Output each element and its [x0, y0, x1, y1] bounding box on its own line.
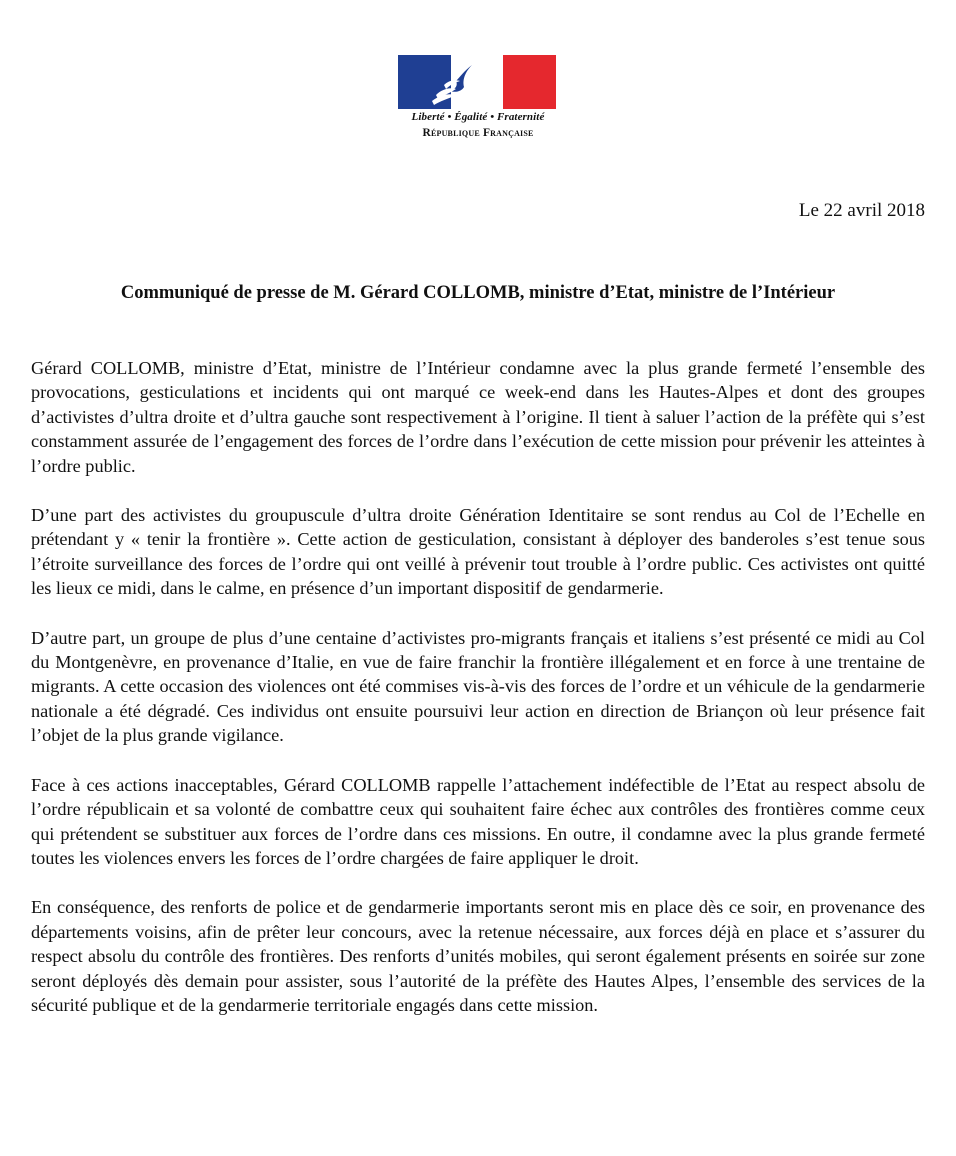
republic-name: République Française — [422, 127, 534, 139]
republic-motto: Liberté • Égalité • Fraternité — [411, 111, 545, 123]
document-date: Le 22 avril 2018 — [798, 200, 925, 221]
paragraph-2: D’une part des activistes du groupuscule d’ultra droite Génération Identitaire se sont rendus au Col de l’Echelle en prétendant y « tenir la frontière ». Cette action de gesticulation, consistant à déployer des banderoles s’est tenue sous l’étroite surveillance des forces de l’ordre qui ont veillé à prévenir tout trouble à l’ordre public. Ces activistes ont quitté les lieux ce midi, dans le calme, en présence d’un important dispositif de gendarmerie. — [31, 505, 925, 599]
paragraph-4: Face à ces actions inacceptables, Gérard COLLOMB rappelle l’attachement indéfectible de l’Etat au respect absolu de l’ordre républicain et sa volonté de combattre ceux qui souhaitent faire échec aux contrôles des frontières comme ceux qui prétendent se substituer aux forces de l’ordre dans ces missions. En outre, il condamne avec la plus grande fermeté toutes les violences envers les forces de l’ordre chargées de faire appliquer le droit. — [31, 774, 925, 868]
paragraph-3: D’autre part, un groupe de plus d’une centaine d’activistes pro-migrants français et italiens s’est présenté ce midi au Col du Montgenèvre, en provenance d’Italie, en vue de faire franchir la frontière illégalement et en force à une trentaine de migrants. A cette occasion des violences ont été commises vis-à-vis des forces de l’ordre et un véhicule de la gendarmerie nationale a été dégradé. Ces individus ont ensuite poursuivi leur action en direction de Briançon où leur présence fait l’objet de la plus grande vigilance. — [31, 627, 925, 746]
paragraph-5: En conséquence, des renforts de police et de gendarmerie importants seront mis en place dès ce soir, en provenance des départements voisins, afin de prêter leur concours, avec la retenue nécessaire, aux forces déjà en place et s’assurer du respect absolu du contrôle des frontières. Des renforts d’unités mobiles, qui seront également présents en soirée sur zone seront déployés dès demain pour assister, sous l’autorité de la préfète des Hautes Alpes, l’ensemble des services de la sécurité publique et de la gendarmerie territoriale engagés dans cette mission. — [31, 897, 925, 1015]
marianne-icon — [426, 55, 518, 109]
press-release-title: Communiqué de presse de M. Gérard COLLOMB, ministre d’Etat, ministre de l’Intérieur — [120, 283, 836, 303]
paragraph-1: Gérard COLLOMB, ministre d’Etat, ministre de l’Intérieur condamne avec la plus grande fermeté l’ensemble des provocations, gesticulations et incidents qui ont marqué ce week-end dans les Hautes-Alpes et dont des groupes d’activistes d’ultra droite et d’ultra gauche sont respectivement à l’origine. Il tient à saluer l’action de la préfète qui s’est constamment assurée de l’engagement des forces de l’ordre dans l’exécution de cette mission pour prévenir les atteintes à l’ordre public. — [31, 358, 925, 476]
republique-francaise-logo — [398, 55, 558, 147]
press-release-body — [31, 356, 925, 1042]
